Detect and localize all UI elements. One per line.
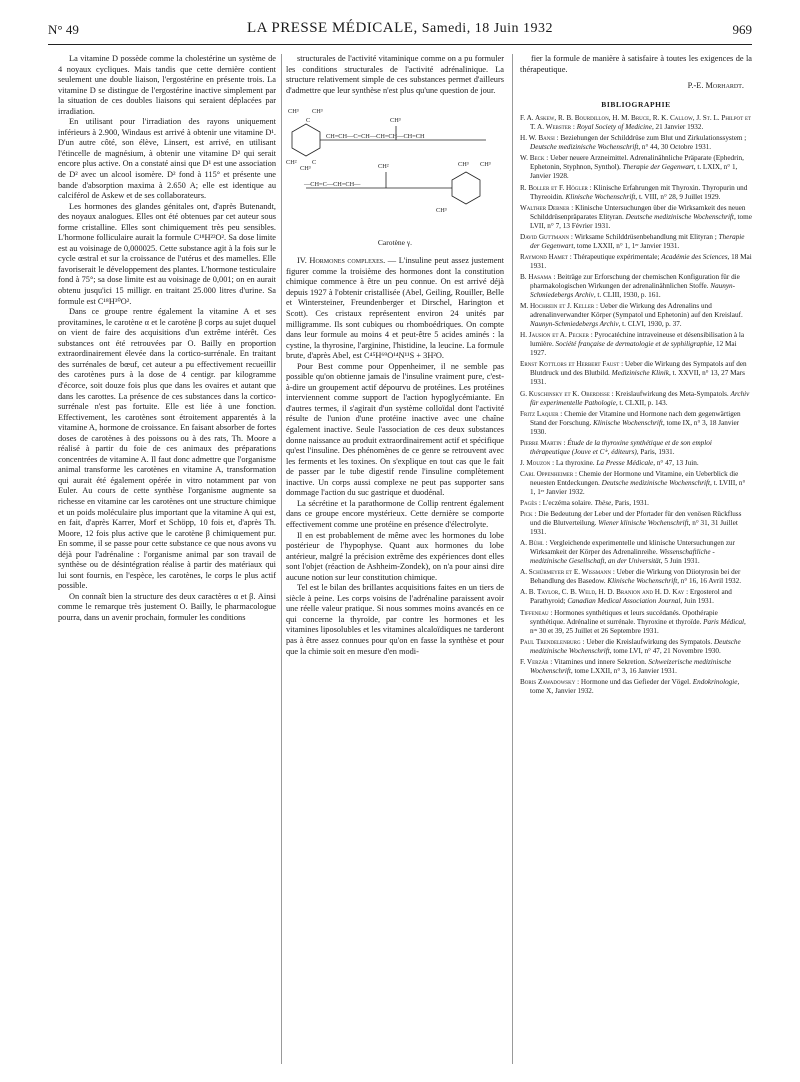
ref-journal: Canadian Medical Association Journal (567, 597, 681, 606)
ref-author: J. Mouzon : (520, 458, 555, 467)
ref-author: M. Hochrein et J. Keller : (520, 302, 599, 311)
paragraph: La vitamine D possède comme la cholestérine un système de 4 noyaux cycliques. Mais tandis que cette dernière contient seulement une double liaison, l'ergostérine en présente trois. La vitamine D se distingue de l'ergostérine inactive simplement par la situation de ces doubles liaisons qui seraient déplacées par irradiation. (58, 54, 276, 116)
column-divider (512, 54, 513, 1064)
ref-details: , Paris, 1931. (636, 447, 675, 456)
ref-author: W. Beck : (520, 154, 549, 163)
ref-details: , t. LXIX, n° 1, Janvier 1928. (530, 163, 738, 181)
ref-details: , tome LVI, n° 47, 21 Novembre 1930. (609, 646, 721, 655)
ref-author: Ernst Kottlors et Herbert Faust : (520, 360, 624, 369)
ref-journal: Thèse (594, 499, 612, 508)
svg-text:C: C (312, 159, 317, 167)
ref-details: , t. XXVII, n° 13, 27 Mars 1931. (530, 369, 745, 387)
ref-details: , t. CLXII, p. 143. (615, 398, 668, 407)
ref-title: Wirksame Schilddrüsenbehandlung mit Elityran ; (572, 232, 719, 241)
paragraph: structurales de l'activité vitaminique comme on a pu formuler les conditions structurales de l'activité adrénalinique. La structure relativement simple de ces substances permet d'ailleurs d'admettre que leur synthèse n'est plus qu'une question de jour. (286, 54, 504, 95)
ref-details: , tome LVII, n° 7, 13 Février 1931. (530, 212, 752, 230)
ref-journal: Étude de la thyroxine synthétique et de son emploi thérapeutique (Jouve et Cⁱᵉ, éditeurs) (530, 438, 712, 456)
bibliography-entry (520, 390, 752, 408)
ref-details: , tome X, Janvier 1932. (530, 677, 740, 695)
bibliography-entry (520, 638, 752, 656)
bibliography-entry (520, 253, 752, 271)
ref-title: Chemie der Vitamine und Hormone nach dem gegenwärtigen Stand der Forschung. (530, 409, 741, 427)
journal-title (48, 20, 752, 37)
paragraph: La sécrétine et la parathormone de Collip rentrent également dans ce groupe encore mystérieux. Cette dernière se comporte effectivement comme une protéine en présence d'électrolyte. (286, 498, 504, 529)
ref-details: , 5 Juin 1931. (660, 557, 700, 566)
bibliography-entry (520, 499, 752, 508)
ref-author: A. Bühl : (520, 539, 548, 548)
ref-journal: Royal Society of Medicine (576, 123, 652, 132)
ref-details: , Paris, 1931. (611, 499, 649, 508)
paragraph (286, 256, 504, 361)
section-heading: IV. Hormones complexes. (297, 256, 386, 266)
bibliography-entry (520, 470, 752, 497)
ref-journal: Deutsche medizinische Wochenschrift (625, 212, 734, 221)
ref-journal: Schweizerische medizinische Wochenschrift (530, 657, 732, 675)
svg-text:CH²: CH² (378, 163, 389, 171)
page-header (48, 20, 752, 44)
ref-journal: Klinische Wochenschrift (565, 192, 636, 201)
ref-journal: Therapie der Gegenwart (622, 163, 694, 172)
ref-journal: La Presse Médicale (596, 458, 654, 467)
ref-details: , tome IX, n° 3, 18 Janvier 1930. (530, 418, 740, 436)
svg-text:CH³: CH³ (288, 108, 299, 116)
ref-author: Pick : (520, 510, 537, 519)
paragraph-text: — L'insuline peut assez justement figurer comme la troisième des hormones dont la constitution chimique commence à être un peu connue. On est arrivé déjà depuis 1927 à l'obtenir cristallisée (Abel, Geiling, Rouiller, Belle et Wintersteiner, Freundenberger et Dirschel, Harington et Scott). Ces cristaux représentent environ 24 unités par milligramme. Ils sont cubiques ou rhomboédriques. On compte dans leur formule au moins 4 et peut-être 5 acides aminés : la cystine, la thyrosine, l'arginine, l'histidine, la leucine. La formule brute, d'après Abel, est C⁴⁵H⁶⁹O¹⁴N¹¹S + 3H²O. (286, 256, 504, 361)
ref-title: Ueber die Kreislaufwirkung des Sympatols. (584, 637, 714, 646)
bibliography-entry (520, 114, 752, 132)
bibliography-entry (520, 302, 752, 329)
ref-title: Beziehungen der Schilddrüse zum Blut und Zirkulationssystem ; (558, 134, 747, 143)
issue-date: Samedi, 18 Juin 1932 (421, 21, 554, 36)
ref-title: Vergleichende experimentelle und klinische Untersuchungen zur Wirksamkeit der Körper des Adrenalinreihe. (530, 539, 735, 557)
bibliography-list (520, 114, 752, 696)
svg-text:CH³: CH³ (312, 108, 323, 116)
ref-journal: Deutsche medizinische Wochenschrift (601, 478, 710, 487)
ref-details: , t. CLIII, 1930, p. 161. (593, 291, 661, 300)
ref-journal: Société française de dermatologie et de syphiligraphie (555, 340, 713, 349)
ref-author: G. Kuschinsky et K. Oberdisse : (520, 389, 614, 398)
ref-details: , 18 Mai 1931. (530, 252, 752, 270)
svg-text:CH³: CH³ (480, 161, 491, 169)
ref-journal: Académie des Sciences (661, 252, 728, 261)
bibliography-entry (520, 658, 752, 676)
svg-text:CH³: CH³ (436, 207, 447, 215)
ref-journal: Wiener klinische Wochenschrift (598, 519, 689, 528)
ref-journal: Paris Médical (703, 617, 745, 626)
bibliography-entry (520, 678, 752, 696)
ref-details: , tome LXXII, n° 1, 1ᵉʳ Janvier 1931. (573, 241, 680, 250)
ref-author: B. Hasama : (520, 272, 556, 281)
svg-text:CH²: CH² (286, 159, 297, 167)
paragraph: Tel est le bilan des brillantes acquisitions faites en un tiers de siècle à peine. Les corps voisins de l'adrénaline paraissent avoir une réelle valeur pratique. Si nous sommes moins avancés en ce qui concerne la thyroïde, par contre les hormones et les vitamines liposolubles et les vitamines alcaloïdiques ne tarderont pas à être assez connues pour qu'on en fasse la synthèse et pour que la chimie soit en mesure d'en modi- (286, 583, 504, 656)
bibliography-entry (520, 410, 752, 437)
ref-journal: Endokrinologie (692, 677, 738, 686)
journal-name: LA PRESSE MÉDICALE, (246, 20, 418, 36)
svg-text:CH³: CH³ (300, 165, 311, 173)
ref-title: Ueber neuere Arzneimittel. Adrenalinähnliche Präparate (Ephedrin, Ephetonin, Styphnon, Synthol). (530, 154, 744, 172)
ref-author: Fritz Laquer : (520, 409, 563, 418)
ref-author: David Guttmann : (520, 232, 573, 241)
page-number-right: 969 (732, 22, 752, 37)
ref-author: Carl Oppenheimer : (520, 469, 577, 478)
ref-author: R. Boller et F. Högler : (520, 183, 592, 192)
ref-author: Tiffeneau : (520, 608, 553, 617)
ref-details: , Juin 1931. (680, 597, 714, 606)
bibliography-entry (520, 609, 752, 636)
ref-title: Beiträge zur Erforschung der chemischen Konfiguration für die pharmakologischen Wirkungen der adrenalinähnlichen Stoffe. (530, 272, 740, 290)
svg-text:CH³: CH³ (390, 117, 401, 125)
column-1 (58, 54, 276, 624)
ref-title: Ergosterol and Parathyroid; (530, 588, 732, 606)
ref-details: , tome LXXII, n° 3, 16 Janvier 1931. (570, 666, 677, 675)
ref-author: A. B. Taylor, C. B. Weld, H. D. Branion and H. D. Kay : (520, 588, 689, 597)
ref-title: L'eczéma solaire. (540, 499, 595, 508)
ref-details: , n° 31, 31 Juillet 1931. (530, 519, 738, 537)
bibliography-entry (520, 568, 752, 586)
ref-details: , t. VIII, n° 28, 9 Juillet 1929. (635, 192, 721, 201)
bibliography-entry (520, 331, 752, 358)
ref-title: Ueber die Wirkung des Sympatols auf den Blutdruck und des Blutbild. (530, 360, 747, 378)
header-rule (48, 44, 752, 45)
bibliography-entry (520, 273, 752, 300)
ref-title: Klinische Untersuchungen über die Wirksamkeit des neuen Schilddrüsenpräparates Elityran. (530, 203, 746, 221)
ref-title: Thérapeutique expérimentale; (571, 252, 662, 261)
ref-title: Chemie der Hormone und Vitamine, ein Ueberblick die neuesten Entdeckungen. (530, 469, 739, 487)
ref-details: , t. CLVI, 1930, p. 37. (618, 320, 682, 329)
ref-author: Paul Trendelenburg : (520, 637, 585, 646)
ref-journal: Deutsche medizinische Wochenschrift (530, 637, 741, 655)
bibliography-entry (520, 459, 752, 468)
ref-title: Die Bedeutung der Leber und der Pfortader für den venösen Rückfluss und die Blutverteilung. (530, 510, 742, 528)
bibliography-entry (520, 204, 752, 231)
paragraph: fier la formule de manière à satisfaire à toutes les exigences de la thérapeutique. (520, 54, 752, 74)
ref-title: Pyrocatéchine intraveineuse et désensibilisation à la lumière. (530, 331, 745, 349)
ref-journal: Therapie der Gegenwart (530, 232, 745, 250)
svg-text:C: C (306, 117, 311, 125)
bibliography-heading: BIBLIOGRAPHIE (601, 99, 671, 109)
ref-journal: Archiv für experimentelle Pathologie (530, 389, 750, 407)
bibliography-entry (520, 233, 752, 251)
ref-title: Hormone und das Gefieder der Vögel. (579, 677, 693, 686)
ref-title: Ueber die Wirkung von Diiotyrosin bei der Behandlung des Basedow. (530, 568, 741, 586)
paragraph: Les hormones des glandes génitales ont, d'après Butenandt, des noyaux analogues. Elles ont été obtenues par cet auteur sous forme cristalline. Elles sont chimiquement très peu sensibles. L'hormone folliculaire aurait la formule C¹⁸H²²O². Sa dose limite est au voisinage de 0,000025. Cette substance agit à la fois sur le cycle œstral et sur la croissance de l'utérus et des mamelles. Elle favoriserait le développement des plantes. L'hormone testiculaire fond à 75°; sa dose limite est au voisinage de 0,001; on en aurait obtenu jusqu'ici 15 milligr. en traitant 25.000 litres d'urine. Sa formule est C¹⁸H³⁰O². (58, 201, 276, 306)
svg-text:CH³: CH³ (458, 161, 469, 169)
column-2 (286, 54, 504, 657)
paragraph: On connaît bien la structure des deux caractères α et β. Ainsi comme le remarque très justement O. Bailly, le pharmacologue pourra, dans un avenir prochain, formuler les conditions (58, 591, 276, 622)
ref-author: Boris Zawadowsky : (520, 677, 580, 686)
ref-journal: Deutsche medizinische Wochenschrift (530, 143, 639, 152)
ref-author: Raymond Hamet : (520, 252, 572, 261)
ref-details: , nᵒˢ 30 et 39, 25 Juillet et 26 Septembre 1931. (530, 617, 746, 635)
paragraph: Dans ce groupe rentre également la vitamine A et ses provitamines, le carotène α et le carotène β corps au sujet duquel on vient de faire des acquisitions d'un extrême intérêt. Ces substances ont été retrouvées par O. Bailly en proportion extraordinairement élevée dans la cortico-surrénale. En traitant des surrénales de bœuf, cet auteur a pu effectivement recueillir des carotènes purs à la dose de 4 centigr. par kilogramme d'écorce, soit douze fois plus que dans les ovaires et autant que dans les carottes. La présence de ces substances dans la cortico-surrénale n'est pas fortuite. Elle est liée à une fonction. Effectivement, les carotènes sont étroitement apparentés à la vitamine A, hormone de croissance. En faisant absorber de fortes doses de carotènes à des poissons ou à des rats, Th. Moore a réalisé à partir du foie de ces animaux des préparations concentrées de vitamine A. Il faut donc admettre que l'organisme animal transforme les carotènes en vitamine A, transformation qui aurait été également opérée in vitro notamment par von Euler. Au cours de cette synthèse l'organisme augmente sa richesse en vitamine car les carotènes ont une structure chimique et un poids moléculaire plus important que la vitamine A qui est, en fait, d'après Karrer, Morf et Schöpp, 10 fois et, d'après Th. Moore, 12 fois plus active que le carotène β chimiquement pur. En somme, il se passe pour cette substance ce que nous avons vu déjà pour l'adrénaline : l'organisme animal par son travail de synthèse ou de désintégration réalise à partir des matériaux qui lui sont fournis, en l'espèce, les carotènes, le corps le plus actif possible. (58, 307, 276, 591)
ref-title: Vitamines und innere Sekretion. (552, 657, 649, 666)
ref-details: , n° 16, 16 Avril 1932. (677, 577, 742, 586)
ref-author: Pagès : (520, 499, 541, 508)
ref-author: Pierre Martin : (520, 438, 566, 447)
bibliography-entry (520, 539, 752, 566)
ref-author: F. A. Askew, R. B. Bourdillon, H. M. Bruce, R. K. Callow, J. St. L. Philpot et T. A. Webster : (520, 114, 752, 132)
page-number-left: N° 49 (48, 22, 79, 37)
ref-details: , n° 47, 13 Juin. (653, 458, 699, 467)
svg-text:—CH=C—CH=CH—: —CH=C—CH=CH— (304, 181, 361, 189)
bibliography-entry (520, 510, 752, 537)
ref-title: Kreislaufwirkung des Meta-Sympatols. (613, 389, 731, 398)
diagram-caption: Carotène γ. (377, 237, 413, 247)
author-signature: P.-E. Morhardt. (687, 81, 744, 91)
ref-author: F. Verzár : (520, 657, 553, 666)
paragraph: En utilisant pour l'irradiation des rayons uniquement inférieurs à 2.900, Windaus est arrivé à obtenir une vitamine D¹. D'un autre côté, son élève, Linsert, est arrivé, en utilisant l'étincelle de magnésium, à obtenir une vitamine D² qui serait encore plus active. On a constaté ainsi que D¹ est une association de D² avec un alcool isomère. D² fond à 115° et présente une bande d'absorption maxima à 2.650 A; elle est identique au calciférol de Askew et de ses collaborateurs. (58, 117, 276, 201)
paragraph: Il en est probablement de même avec les hormones du lobe postérieur de l'hypophyse. Quant aux hormones du lobe antérieur, malgré la précision extrême des expériences dont elles sont l'objet (réaction de Ashheim-Zondek), on n'a pour ainsi dire aucune notion sur leur constitution chimique. (286, 530, 504, 582)
ref-author: H. W. Bansi : (520, 134, 559, 143)
bibliography-entry (520, 154, 752, 181)
ref-details: , t. LVIII, n° 1, 1ᵉʳ Janvier 1932. (530, 478, 746, 496)
ref-journal: Klinische Wochenschrift (607, 577, 678, 586)
ref-title: Ueber die Wirkung des Adrenalins und adrenalinverwandter Körper (Sympatol und Ephetonin) auf den Kreislauf. (530, 302, 743, 320)
ref-journal: Klinische Wochenschrift (593, 418, 663, 427)
ref-journal: Wissenschaftliche - medizinische Gesellschaft, an der Universität (530, 548, 715, 566)
ref-title: Hormones synthétiques et leurs succédanés. Opothérapie synthétique. Adrénaline et surrénale. Thyroxine et thyroïde. (530, 608, 718, 626)
column-3 (520, 54, 752, 698)
ref-author: H. Jausion et A. Pecker : (520, 331, 593, 340)
svg-text:CH=CH—C=CH—CH=CH—CH=CH: CH=CH—C=CH—CH=CH—CH=CH (326, 133, 425, 141)
carotene-structure-diagram (286, 102, 504, 230)
ref-author: A. Schürmeyer et E. Wissmann : (520, 568, 615, 577)
ref-journal: Medizinische Klinik (611, 369, 669, 378)
ref-journal: Naunyn-Schmiedebergs Archiv (530, 320, 619, 329)
ref-title: La thyroxine. (554, 458, 597, 467)
bibliography-entry (520, 439, 752, 457)
ref-journal: Naunyn-Schmiedebergs Archiv (530, 281, 736, 300)
ref-details: , n° 44, 30 Octobre 1931. (638, 143, 712, 152)
ref-details: , 12 Mai 1927. (530, 340, 737, 358)
paragraph: Pour Best comme pour Oppenheimer, il ne semble pas possible qu'on obtienne jamais de l'insuline vraiment pure, c'est-à-dire un groupement actif dépourvu de protéines. Les protéines interviennent comme support de l'action hypoglycémiante. En d'autres termes, il s'agirait d'un système colloïdal dont l'activité résulte de l'union d'une protéine inactive avec une chaîne également inactive. Seule l'association de ces deux substances donne naissance au produit extraordinairement actif et spécifique qu'est l'insuline. Des phénomènes de ce genre se retrouvent avec les ferments et les toxines. On s'explique en tout cas que le fait de passer par le tube digestif rende l'insuline complètement inactive. Un corps aussi complexe ne peut pas supporter sans dommage l'action du suc gastrique et duodénal. (286, 361, 504, 498)
column-divider (281, 54, 282, 1064)
bibliography-entry (520, 184, 752, 202)
bibliography-entry (520, 360, 752, 387)
ref-details: , 21 Janvier 1932. (651, 123, 704, 132)
bibliography-entry (520, 134, 752, 152)
bibliography-entry (520, 588, 752, 606)
ref-title: Klinische Erfahrungen mit Thyroxin. Thyropurin und Thyreoidin. (530, 183, 748, 201)
ref-author: Walther Debner : (520, 203, 574, 212)
